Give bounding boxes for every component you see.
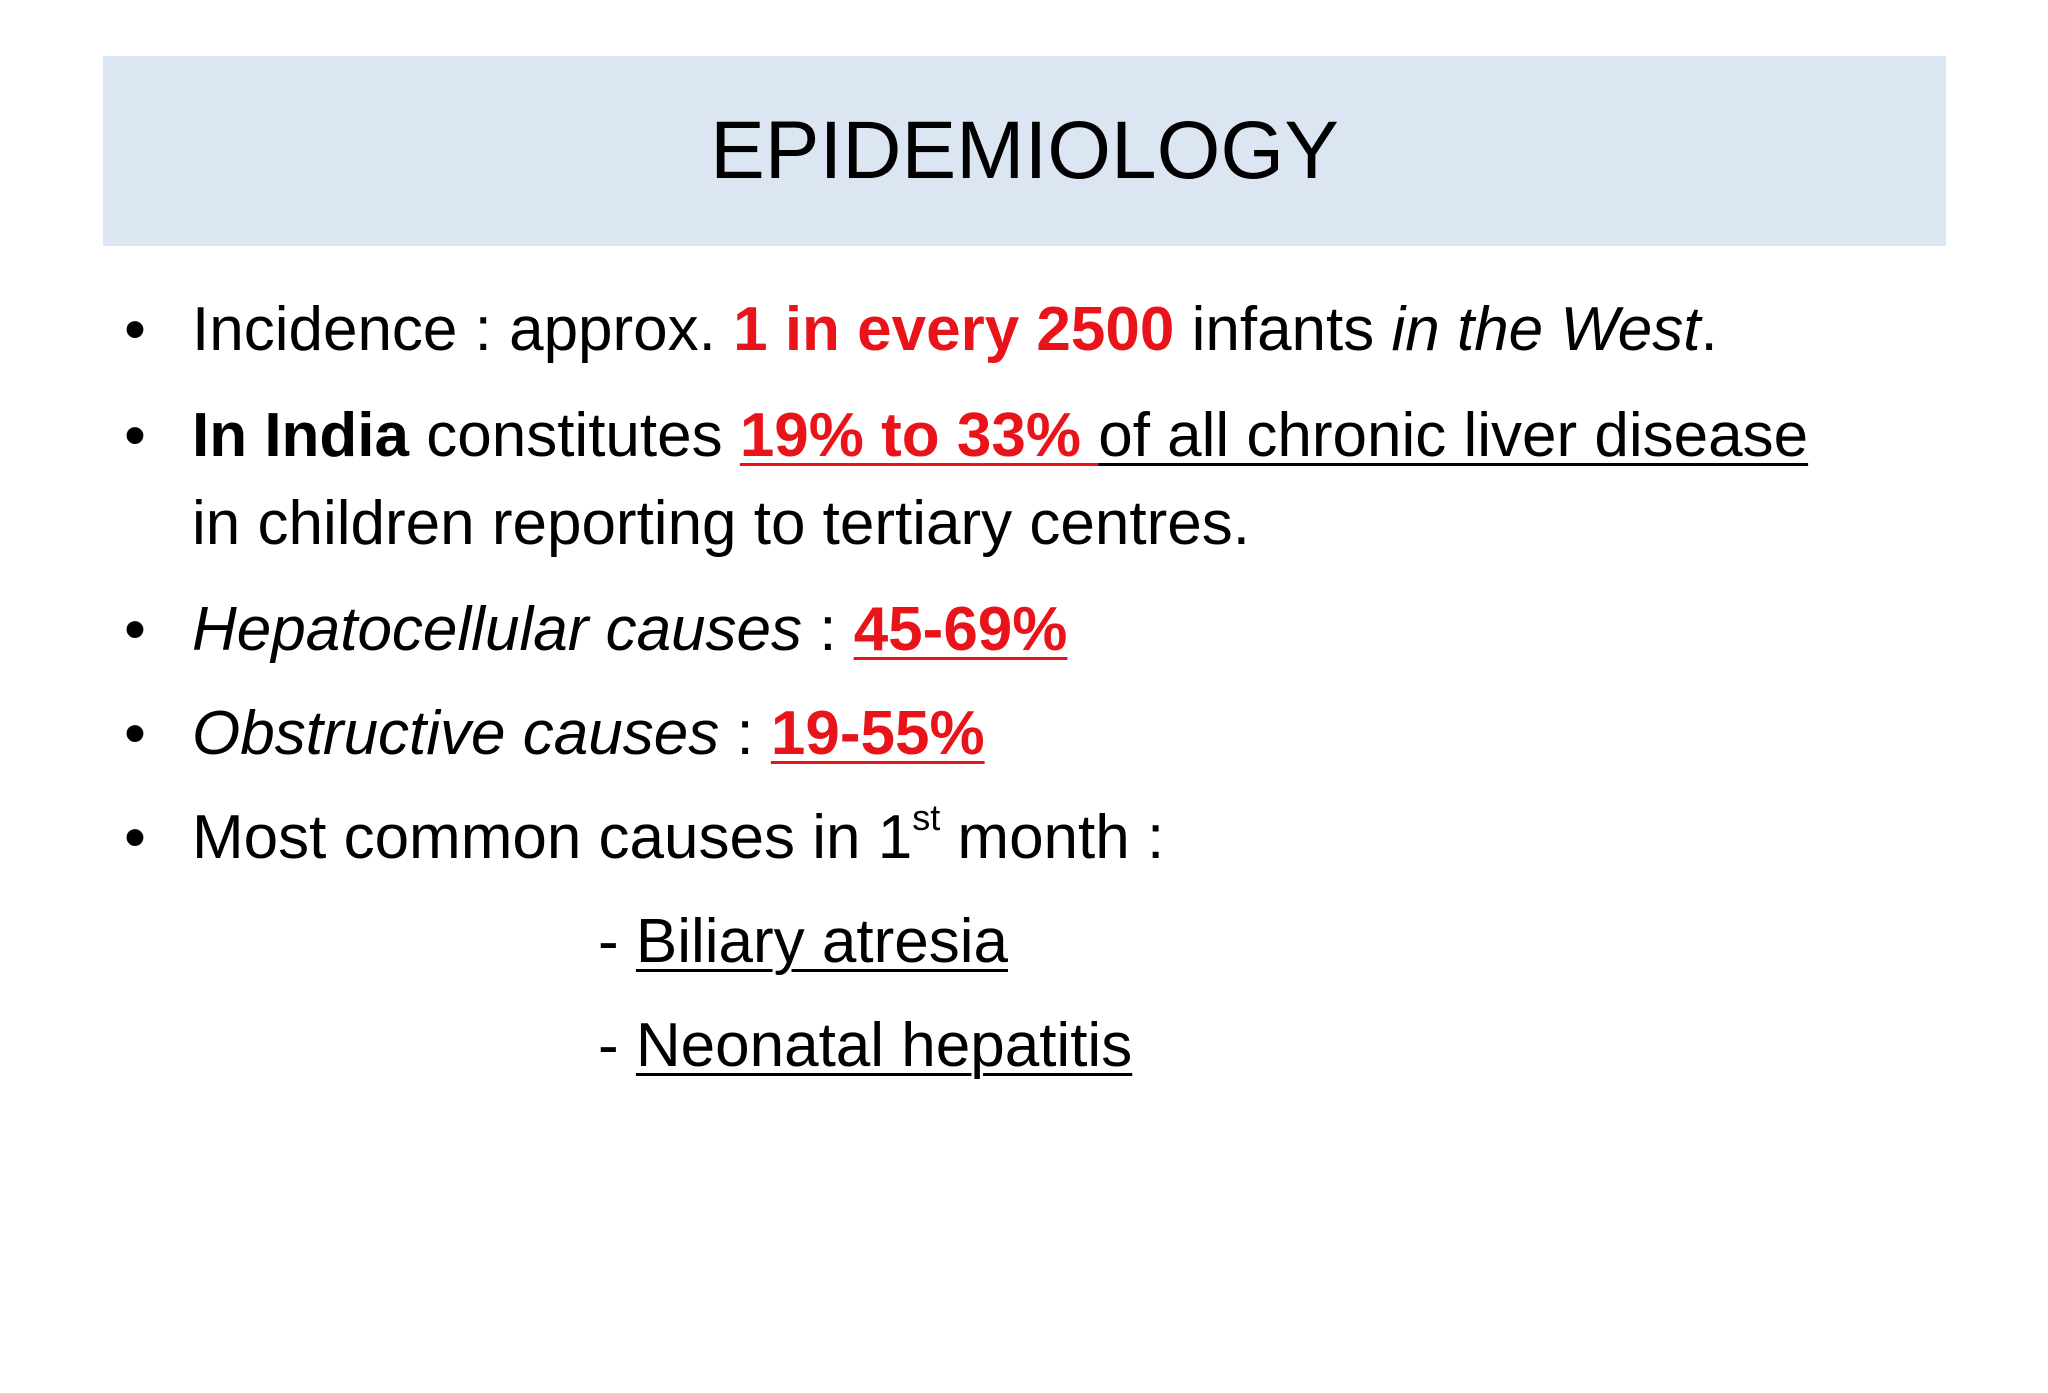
obstructive-highlight: 19-55% <box>770 699 985 768</box>
india-underlined: of all chronic liver disease <box>1098 401 1809 470</box>
hepatocellular-separator: : <box>802 595 854 664</box>
bullet-incidence <box>192 286 1718 374</box>
india-bold: In India <box>192 401 409 470</box>
incidence-middle: infants <box>1174 295 1392 364</box>
sub-item-dash: - <box>598 907 636 976</box>
common-superscript: st <box>912 797 941 839</box>
bullet-hepatocellular <box>192 586 1067 674</box>
slide-title: EPIDEMIOLOGY <box>710 105 1339 196</box>
incidence-prefix: Incidence : approx. <box>192 295 734 364</box>
title-bar <box>103 56 1946 246</box>
common-prefix: Most common causes in 1 <box>192 803 913 872</box>
common-suffix: month : <box>940 803 1165 872</box>
sub-item-neonatal-hepatitis <box>598 1002 1132 1090</box>
incidence-suffix: . <box>1700 295 1718 364</box>
bullet-common-causes <box>192 794 1164 882</box>
india-prefix: constitutes <box>409 401 740 470</box>
bullet-dot: • <box>124 295 146 364</box>
bullet-india <box>192 392 1808 480</box>
bullet-dot: • <box>124 699 146 768</box>
incidence-italic: in the West <box>1391 295 1701 364</box>
obstructive-separator: : <box>719 699 771 768</box>
sub-item-dash: - <box>598 1011 636 1080</box>
obstructive-italic: Obstructive causes <box>192 699 720 768</box>
india-highlight: 19% to 33% <box>739 401 1099 470</box>
bullet-dot: • <box>124 595 146 664</box>
sub-item-biliary-atresia <box>598 898 1008 986</box>
bullet-obstructive <box>192 690 985 778</box>
sub-item-label: Biliary atresia <box>635 907 1008 976</box>
bullet-dot: • <box>124 401 146 470</box>
hepatocellular-italic: Hepatocellular causes <box>192 595 803 664</box>
hepatocellular-highlight: 45-69% <box>853 595 1068 664</box>
india-continuation: in children reporting to tertiary centres. <box>192 489 1250 558</box>
incidence-highlight: 1 in every 2500 <box>733 295 1175 364</box>
bullet-dot: • <box>124 803 146 872</box>
sub-item-label: Neonatal hepatitis <box>635 1011 1133 1080</box>
